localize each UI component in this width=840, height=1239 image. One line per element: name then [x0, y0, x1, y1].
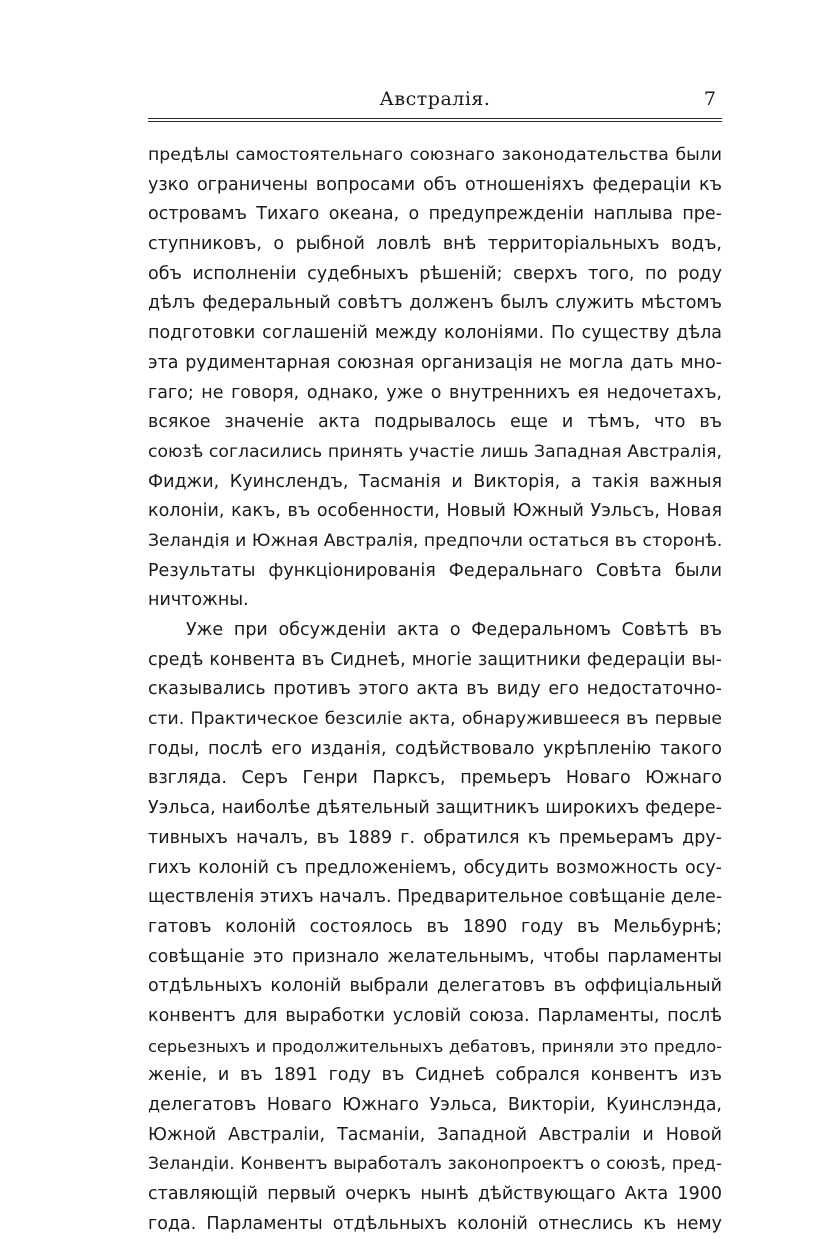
text-line: совѣщаніе это признало желательнымъ, чтобы парламенты: [148, 946, 722, 967]
text-line: гихъ колоній съ предложеніемъ, обсудить возможность осу-: [148, 857, 722, 878]
running-title: Австралія.: [379, 88, 491, 110]
text-line: Южной Австраліи, Тасманіи, Западной Австраліи и Новой: [148, 1124, 722, 1145]
text-line: делегатовъ Новаго Южнаго Уэльса, Викторіи, Куинслэнда,: [148, 1095, 722, 1115]
text-line: ничтожны.: [148, 590, 249, 611]
text-line: предѣлы самостоятельнаго союзнаго законодательства были: [148, 145, 722, 165]
text-line: тивныхъ началъ, въ 1889 г. обратился къ премьерамъ дру-: [148, 827, 722, 848]
text-line: Результаты функціонированія Федеральнаго Совѣта были: [148, 560, 722, 581]
text-line: гаго; не говоря, однако, уже о внутреннихъ ея недочетахъ,: [148, 382, 722, 403]
text-line: гатовъ колоній состоялось въ 1890 году въ Мельбурнѣ;: [148, 916, 722, 937]
running-header: [148, 88, 722, 114]
text-line: Уэльса, наиболѣе дѣятельный защитникъ широкихъ федере-: [148, 798, 722, 819]
text-line: сти. Практическое безсиліе акта, обнаружившееся въ первые: [148, 709, 722, 730]
text-line: средѣ конвента въ Сиднеѣ, многіе защитники федераціи вы-: [148, 649, 722, 670]
text-line: дѣлъ федеральный совѣтъ долженъ былъ служить мѣстомъ: [148, 293, 722, 314]
text-line: островамъ Тихаго океана, о предупрежденіи наплыва пре-: [148, 204, 722, 225]
text-line: Зеландія и Южная Австралія, предпочли остаться въ сторонѣ.: [148, 530, 722, 551]
text-line: эта рудиментарная союзная организація не могла дать мно-: [148, 352, 722, 373]
body-text: [148, 141, 722, 1239]
text-line: отдѣльныхъ колоній выбрали делегатовъ въ оффиціальный: [148, 976, 722, 997]
text-line: ществленія этихъ началъ. Предварительное совѣщаніе деле-: [148, 887, 722, 908]
text-line: всякое значеніе акта подрывалось еще и тѣмъ, что въ: [148, 412, 722, 433]
text-line: ступниковъ, о рыбной ловлѣ внѣ территоріальныхъ водъ,: [148, 234, 722, 255]
text-line: объ исполненіи судебныхъ рѣшеній; сверхъ того, по роду: [148, 263, 722, 284]
text-line: Уже при обсужденіи акта о Федеральномъ Совѣтѣ въ: [186, 620, 722, 640]
text-line: сказывались противъ этого акта въ виду его недостаточно-: [148, 679, 722, 700]
text-line: подготовки соглашеній между колоніями. По существу дѣла: [148, 323, 722, 344]
text-line: женіе, и въ 1891 году въ Сиднеѣ собрался конвентъ изъ: [148, 1065, 722, 1086]
text-line: узко ограничены вопросами объ отношеніяхъ федераціи къ: [148, 174, 722, 195]
text-line: Зеландіи. Конвентъ выработалъ законопроектъ о союзѣ, пред-: [148, 1154, 722, 1175]
text-line: ставляющій первый очеркъ нынѣ дѣйствующаго Акта 1900: [148, 1184, 722, 1205]
text-line: конвентъ для выработки условій союза. Парламенты, послѣ: [148, 1005, 722, 1026]
text-line: взгляда. Серъ Генри Парксъ, премьеръ Новаго Южнаго: [148, 768, 722, 789]
text-line: года. Парламенты отдѣльныхъ колоній отнеслись къ нему: [148, 1213, 722, 1234]
text-line: Фиджи, Куинслендъ, Тасманія и Викторія, а такія важныя: [148, 471, 722, 492]
text-line: колоніи, какъ, въ особенности, Новый Южный Уэльсъ, Новая: [148, 501, 722, 522]
header-rule-bottom: [148, 121, 722, 122]
text-line: годы, послѣ его изданія, содѣйствовало укрѣпленію такого: [148, 738, 722, 759]
text-line: союзѣ согласились принять участіе лишь Западная Австралія,: [148, 441, 722, 462]
page-number: 7: [703, 88, 716, 110]
text-line: серьезныхъ и продолжительныхъ дебатовъ, приняли это предло-: [148, 1036, 722, 1056]
header-rule-top: [148, 118, 722, 119]
